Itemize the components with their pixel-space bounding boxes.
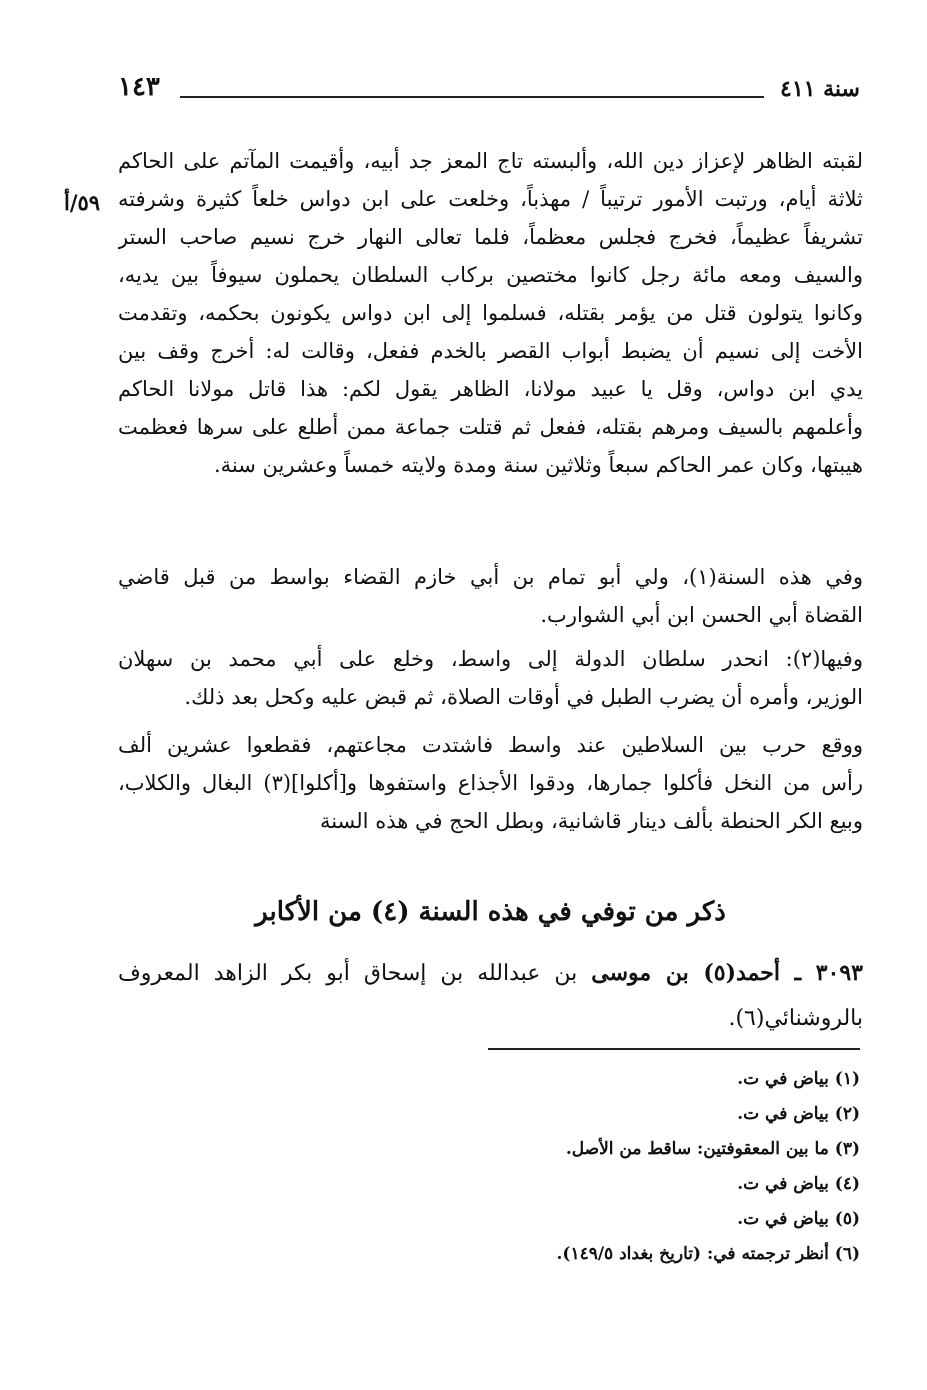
text-line: ثلاثة أيام، ورتبت الأمور ترتيباً / مهذباً، وخلعت على ابن دواس خلعاً كثيرة وشرفته <box>118 187 863 211</box>
biography-entry <box>118 950 863 1042</box>
text-line: وكانوا يتولون قتل من يؤمر بقتله، فسلموا إلى ابن دواس يكونون بحكمه، وتقدمت <box>118 301 863 325</box>
text-line: ووقع حرب بين السلاطين عند واسط فاشتدت مجاعتهم، فقطعوا عشرين ألف <box>118 733 863 757</box>
entry-number-name: ٣٠٩٣ ـ أحمد(٥) بن موسى <box>591 960 863 986</box>
footnote: (١) بياض في ت. <box>737 1069 860 1089</box>
text-line: يدي ابن دواس، وقل يا عبيد مولانا، الظاهر يقول لكم: هذا قاتل مولانا الحاكم <box>118 377 863 401</box>
footnote: (٢) بياض في ت. <box>737 1104 860 1124</box>
paragraph-4 <box>118 726 863 840</box>
entry-line: بالروشنائي(٦). <box>728 1006 863 1031</box>
paragraph-1 <box>118 142 863 484</box>
text-line: هيبتها، وكان عمر الحاكم سبعاً وثلاثين سنة ومدة ولايته خمساً وعشرين سنة. <box>213 453 863 477</box>
page-number: ١٤٣ <box>118 72 160 102</box>
header-year: سنة ٤١١ <box>780 76 860 102</box>
text-line: رأس من النخل فأكلوا جمارها، ودقوا الأجذاع واستفوها و[أكلوا](٣) البغال والكلاب، <box>118 771 863 795</box>
entry-line <box>118 950 863 996</box>
manuscript-folio-note: ٥٩/أ <box>64 190 101 215</box>
paragraph-2 <box>118 558 863 634</box>
footnote: (٤) بياض في ت. <box>737 1174 860 1194</box>
text-line: وبيع الكر الحنطة بألف دينار قاشانية، وبطل الحج في هذه السنة <box>319 809 863 833</box>
footnote: (٣) ما بين المعقوفتين: ساقط من الأصل. <box>565 1139 860 1159</box>
section-heading: ذكر من توفي في هذه السنة (٤) من الأكابر <box>255 897 726 927</box>
footnotes <box>300 1062 860 1272</box>
text-line: تشريفاً عظيماً، فخرج فجلس معظماً، فلما تعالى النهار خرج نسيم صاحب الستر <box>118 225 863 249</box>
entry-lineage: بن عبدالله بن إسحاق أبو بكر الزاهد المعروف <box>118 961 592 986</box>
footnote-rule <box>488 1048 860 1050</box>
footnote: (٦) أنظر ترجمته في: (تاريخ بغداد ١٤٩/٥). <box>556 1244 860 1264</box>
text-line: وفيها(٢): انحدر سلطان الدولة إلى واسط، وخلع على أبي محمد بن سهلان <box>118 647 863 671</box>
text-line: والسيف ومعه مائة رجل كانوا مختصين بركاب السلطان يحملون سيوفاً بين يديه، <box>118 263 863 287</box>
running-header <box>118 70 860 114</box>
header-rule <box>180 96 764 98</box>
text-line: وأعلمهم بالسيف ومرهم بقتله، ففعل ثم قتلت جماعة ممن أطلع على سرها فعظمت <box>118 415 863 439</box>
text-line: وفي هذه السنة(١)، ولي أبو تمام بن أبي خازم القضاء بواسط من قبل قاضي <box>118 565 863 589</box>
text-line: لقبته الظاهر لإعزاز دين الله، وألبسته تاج المعز جد أبيه، وأقيمت المآتم على الحاكم <box>118 149 863 173</box>
text-line: الأخت إلى نسيم أن يضبط أبواب القصر بالخدم ففعل، وقالت له: أخرج وقف بين <box>118 339 863 363</box>
text-line: الوزير، وأمره أن يضرب الطبل في أوقات الصلاة، ثم قبض عليه وكحل بعد ذلك. <box>184 685 863 709</box>
paragraph-3 <box>118 640 863 716</box>
text-line: القضاة أبي الحسن ابن أبي الشوارب. <box>540 603 863 627</box>
footnote: (٥) بياض في ت. <box>737 1209 860 1229</box>
